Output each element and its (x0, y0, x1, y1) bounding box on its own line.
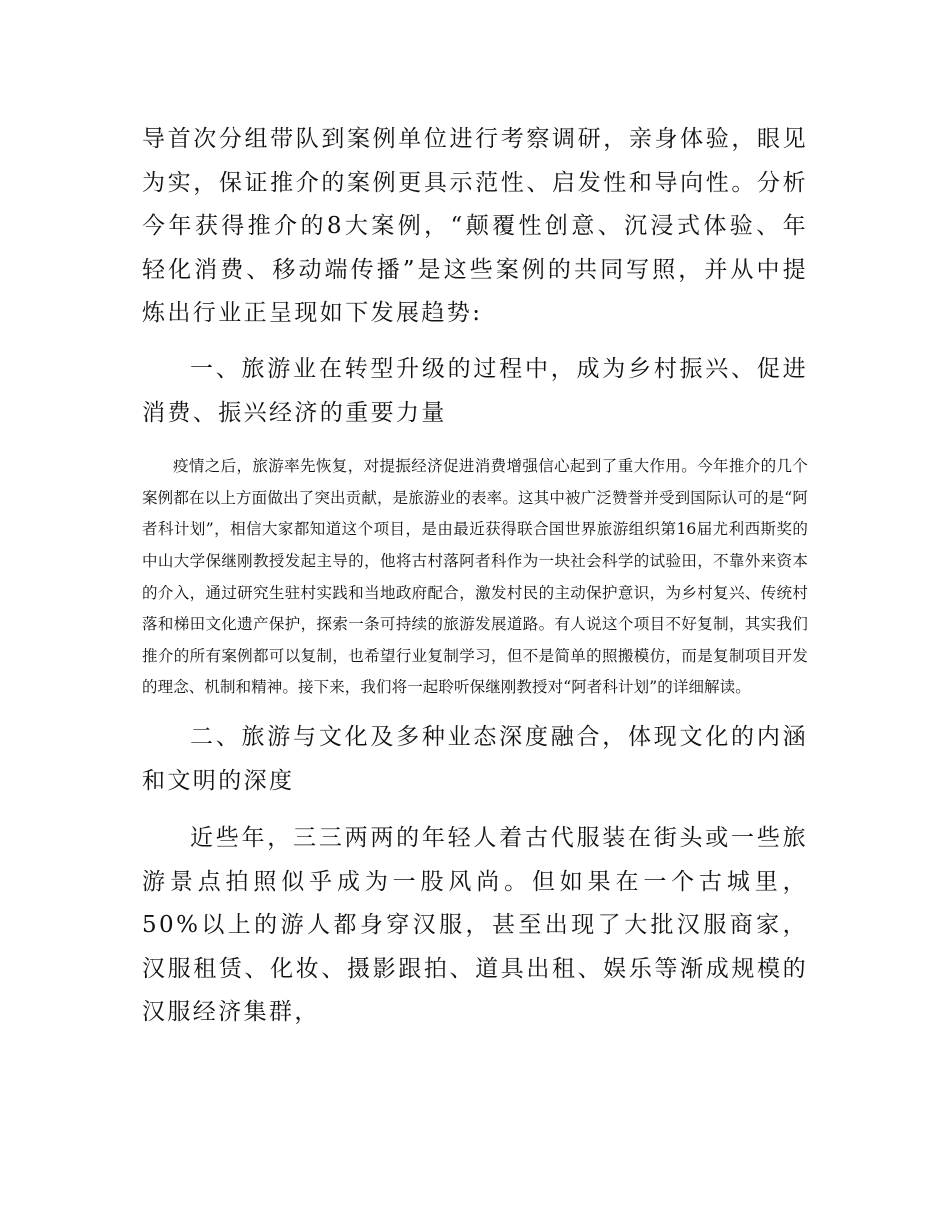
section-1-heading: 一、旅游业在转型升级的过程中，成为乡村振兴、促进消费、振兴经济的重要力量 (142, 355, 808, 426)
intro-paragraph: 导首次分组带队到案例单位进行考察调研，亲身体验，眼见为实，保证推介的案例更具示范性、启发性和导向性。分析今年获得推介的8大案例，“颠覆性创意、沉浸式体验、年轻化消费、移动端传播”是这些案例的共同写照，并从中提炼出行业正呈现如下发展趋势: (142, 126, 808, 327)
section-2-heading: 二、旅游与文化及多种业态深度融合，体现文化的内涵和文明的深度 (142, 723, 808, 794)
section-2-body: 近些年，三三两两的年轻人着古代服装在街头或一些旅游景点拍照似乎成为一股风尚。但如果在一个古城里，50%以上的游人都身穿汉服，甚至出现了大批汉服商家，汉服租赁、化妆、摄影跟拍、道具出租、娱乐等渐成规模的汉服经济集群， (142, 825, 808, 1026)
document-page (142, 118, 808, 1035)
section-1-body: 疫情之后，旅游率先恢复，对提振经济促进消费增强信心起到了重大作用。今年推介的几个案例都在以上方面做出了突出贡献，是旅游业的表率。这其中被广泛赞誉并受到国际认可的是“阿者科计划”，相信大家都知道这个项目，是由最近获得联合国世界旅游组织第16届尤利西斯奖的中山大学保继刚教授发起主导的，他将古村落阿者科作为一块社会科学的试验田，不靠外来资本的介入，通过研究生驻村实践和当地政府配合，激发村民的主动保护意识，为乡村复兴、传统村落和梯田文化遗产保护，探索一条可持续的旅游发展道路。有人说这个项目不好复制，其实我们推介的所有案例都可以复制，也希望行业复制学习，但不是简单的照搬模仿，而是复制项目开发的理念、机制和精神。接下来，我们将一起聆听保继刚教授对“阿者科计划”的详细解读。 (142, 457, 808, 697)
